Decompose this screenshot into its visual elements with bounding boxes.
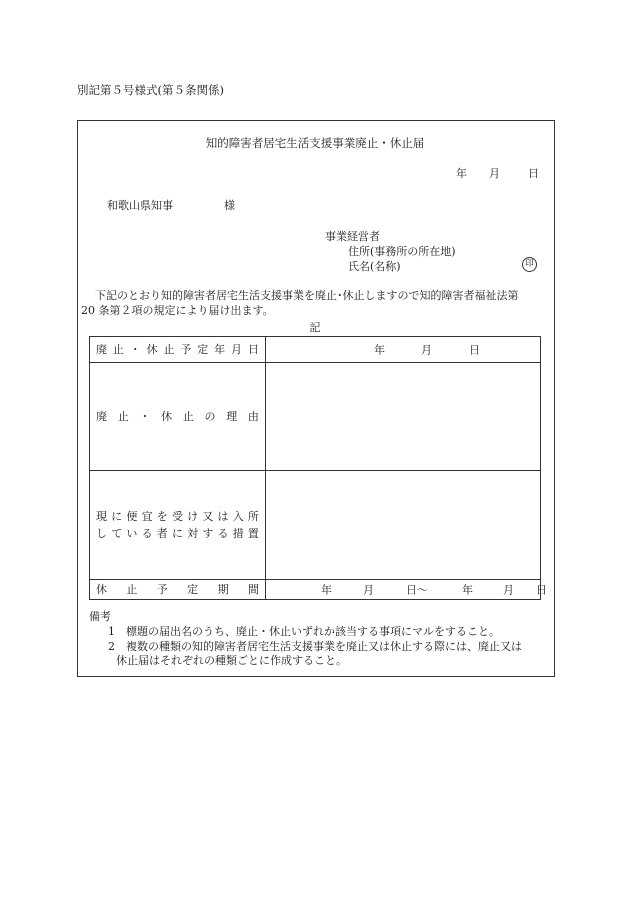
date-year-label: 年 (456, 167, 467, 180)
note-text-1: 標題の届出名のうち、廃止・休止いずれか該当する事項にマルをすること。 (126, 625, 500, 638)
applicant-name-label: 氏名(名称) (348, 260, 401, 273)
form-number-label: 別記第５号様式(第５条関係) (77, 83, 224, 97)
measures-label-line-1: 現 に 便 宜 を 受 け 又 は 入 所 (96, 510, 259, 523)
addressee: 和歌山県知事 (107, 199, 173, 212)
measures-label (90, 471, 266, 580)
applicant-title: 事業経営者 (325, 230, 380, 243)
suspension-period-label (90, 580, 266, 600)
measures-field[interactable] (266, 471, 541, 580)
body-text-line-1: 下記のとおり知的障害者居宅生活支援事業を廃止･休止しますので知的障害者福祉法第 (95, 289, 519, 302)
applicant-address-label: 住所(事務所の所在地) (348, 245, 456, 258)
table-row (90, 337, 541, 363)
details-table (89, 336, 547, 600)
date-month-label: 月 (489, 167, 500, 180)
seal-mark: 印 (522, 257, 537, 272)
planned-date-field[interactable]: 年 月 日 (266, 337, 541, 363)
reason-label (90, 363, 266, 471)
note-text-2: 複数の種類の知的障害者居宅生活支援事業を廃止又は休止する際には、廃止又は (126, 640, 522, 653)
table-row (90, 580, 541, 600)
note-text-2-continued: 休止届はそれぞれの種類ごとに作成すること。 (116, 654, 347, 667)
notes-heading: 備考 (89, 610, 111, 623)
body-text-line-2: 20 条第２項の規定により届け出ます。 (81, 304, 274, 317)
reason-label-text: 廃 止 ・ 休 止 の 理 由 (96, 410, 259, 423)
reason-field[interactable] (266, 363, 541, 471)
planned-date-label (90, 337, 266, 363)
note-number-1: 1 (108, 625, 115, 638)
suspension-period-label-text: 休 止 予 定 期 間 (96, 583, 259, 596)
suspension-period-field[interactable]: 年 月 日～ 年 月 日 (266, 580, 541, 600)
note-number-2: 2 (108, 640, 115, 653)
honorific: 様 (224, 199, 235, 212)
date-day-label: 日 (528, 167, 539, 180)
measures-label-line-2: し て い る 者 に 対 す る 措 置 (96, 527, 259, 540)
table-row (90, 363, 541, 471)
form-title: 知的障害者居宅生活支援事業廃止・休止届 (205, 136, 425, 150)
ki-heading: 記 (309, 321, 321, 334)
table-row (90, 471, 541, 580)
planned-date-label-text: 廃 止 ・ 休 止 予 定 年 月 日 (96, 343, 259, 356)
